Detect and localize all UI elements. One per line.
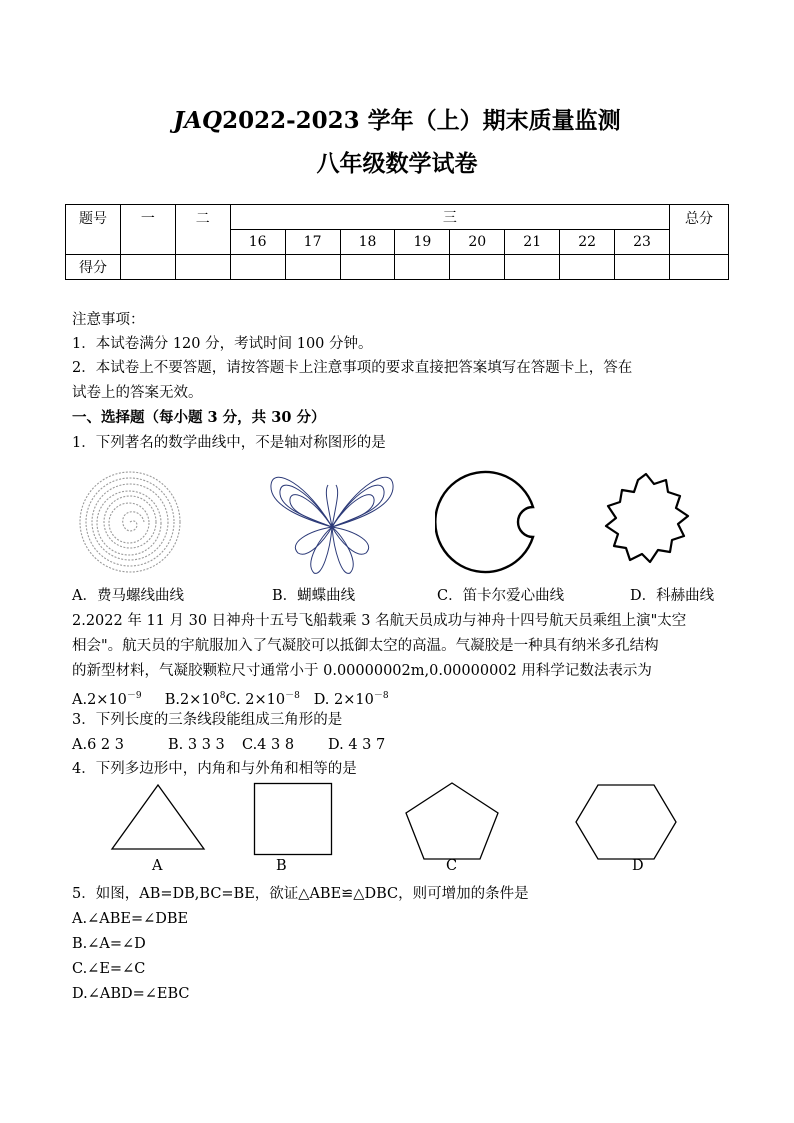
score-table-sub-23: 23 bbox=[615, 230, 670, 255]
score-cell bbox=[560, 255, 615, 280]
q2-option-c bbox=[226, 692, 300, 708]
score-table-total: 总分 bbox=[669, 205, 728, 255]
triangle-icon bbox=[110, 783, 206, 851]
q1-option-a: A．费马螺线曲线 bbox=[72, 588, 184, 604]
score-cell bbox=[285, 255, 340, 280]
score-table-col-three: 三 bbox=[230, 205, 669, 230]
q2-option-b-base: B.2×10 bbox=[164, 691, 220, 708]
notes-item-1: 1．本试卷满分 120 分，考试时间 100 分钟。 bbox=[72, 336, 373, 352]
score-cell bbox=[669, 255, 728, 280]
q3-option-b: B. 3 3 3 bbox=[168, 737, 225, 753]
score-cell bbox=[505, 255, 560, 280]
q2-option-a-exp: －9 bbox=[126, 691, 142, 701]
section-heading: 一、选择题（每小题 3 分，共 30 分） bbox=[72, 409, 326, 426]
score-cell bbox=[230, 255, 285, 280]
q2-option-d bbox=[314, 692, 389, 708]
score-table-sub-16: 16 bbox=[230, 230, 285, 255]
q3-option-c: C.4 3 8 bbox=[242, 737, 295, 753]
score-table-col-one: 一 bbox=[120, 205, 175, 255]
q1-option-b: B．蝴蝶曲线 bbox=[272, 588, 356, 604]
score-table-sub-22: 22 bbox=[560, 230, 615, 255]
score-cell bbox=[120, 255, 175, 280]
q1-stem: 1．下列著名的数学曲线中，不是轴对称图形的是 bbox=[72, 435, 386, 451]
score-cell bbox=[395, 255, 450, 280]
q2-option-d-exp: －8 bbox=[373, 691, 389, 701]
q3-option-a: A.6 2 3 bbox=[72, 737, 124, 753]
q4-label-c: C bbox=[446, 858, 458, 874]
q3-option-d: D. 4 3 7 bbox=[328, 737, 386, 753]
q2-line-3: 的新型材料，气凝胶颗粒尺寸通常小于 0.00000002m,0.00000002 用科学记数法表示为 bbox=[72, 663, 652, 679]
cardioid-curve-icon bbox=[435, 467, 545, 577]
q5-stem: 5．如图，AB=DB,BC=BE，欲证△ABE≌△DBC，则可增加的条件是 bbox=[72, 886, 529, 902]
score-cell bbox=[340, 255, 395, 280]
score-cell bbox=[175, 255, 230, 280]
q2-option-c-base: C. 2×10 bbox=[225, 691, 286, 708]
q2-option-b-exp: 8 bbox=[219, 691, 226, 701]
score-table-sub-21: 21 bbox=[505, 230, 560, 255]
q2-option-c-exp: －8 bbox=[285, 691, 300, 701]
score-cell bbox=[450, 255, 505, 280]
score-cell bbox=[615, 255, 670, 280]
score-table-sub-19: 19 bbox=[395, 230, 450, 255]
hexagon-icon bbox=[574, 783, 678, 861]
notes-item-2-line-1: 2．本试卷上不要答题，请按答题卡上注意事项的要求直接把答案填写在答题卡上，答在 bbox=[72, 360, 633, 376]
q2-option-a-base: A.2×10 bbox=[72, 691, 127, 708]
q5-option-d: D.∠ABD=∠EBC bbox=[72, 986, 190, 1002]
score-table-sub-18: 18 bbox=[340, 230, 395, 255]
q2-line-2: 相会"。航天员的宇航服加入了气凝胶可以抵御太空的高温。气凝胶是一种具有纳米多孔结构 bbox=[72, 638, 659, 654]
q4-label-d: D bbox=[632, 858, 644, 874]
square-icon bbox=[253, 782, 333, 856]
q2-option-d-base: D. 2×10 bbox=[313, 691, 374, 708]
q1-option-d: D．科赫曲线 bbox=[630, 588, 715, 604]
score-table-header-label: 题号 bbox=[66, 205, 121, 255]
score-table-col-two: 二 bbox=[175, 205, 230, 255]
exam-subtitle: 八年级数学试卷 bbox=[316, 150, 478, 177]
koch-snowflake-icon bbox=[598, 470, 694, 570]
q5-option-a: A.∠ABE=∠DBE bbox=[72, 911, 189, 927]
q4-label-a: A bbox=[152, 858, 163, 874]
score-table-sub-17: 17 bbox=[285, 230, 340, 255]
score-table-sub-20: 20 bbox=[450, 230, 505, 255]
exam-title bbox=[0, 102, 794, 135]
q5-option-c: C.∠E=∠C bbox=[72, 961, 146, 977]
score-table bbox=[65, 204, 729, 280]
fermat-spiral-icon bbox=[78, 470, 182, 574]
q3-stem: 3．下列长度的三条线段能组成三角形的是 bbox=[72, 712, 343, 728]
notes-heading: 注意事项： bbox=[72, 312, 145, 328]
q2-line-1: 2.2022 年 11 月 30 日神舟十五号飞船载乘 3 名航天员成功与神舟十四号航天员乘组上演"太空 bbox=[72, 613, 687, 629]
q5-option-b: B.∠A=∠D bbox=[72, 936, 146, 952]
title-italic-prefix: JAQ bbox=[173, 107, 223, 134]
pentagon-icon bbox=[404, 781, 500, 861]
title-text: 2022-2023 学年（上）期末质量监测 bbox=[222, 107, 621, 134]
q2-option-b bbox=[165, 692, 226, 708]
q2-option-a bbox=[72, 692, 142, 708]
score-table-score-label: 得分 bbox=[66, 255, 121, 280]
q1-option-c: C．笛卡尔爱心曲线 bbox=[437, 588, 565, 604]
q4-label-b: B bbox=[276, 858, 287, 874]
q4-stem: 4．下列多边形中，内角和与外角和相等的是 bbox=[72, 761, 357, 777]
notes-item-2-line-2: 试卷上的答案无效。 bbox=[72, 385, 203, 401]
butterfly-curve-icon bbox=[268, 465, 396, 577]
